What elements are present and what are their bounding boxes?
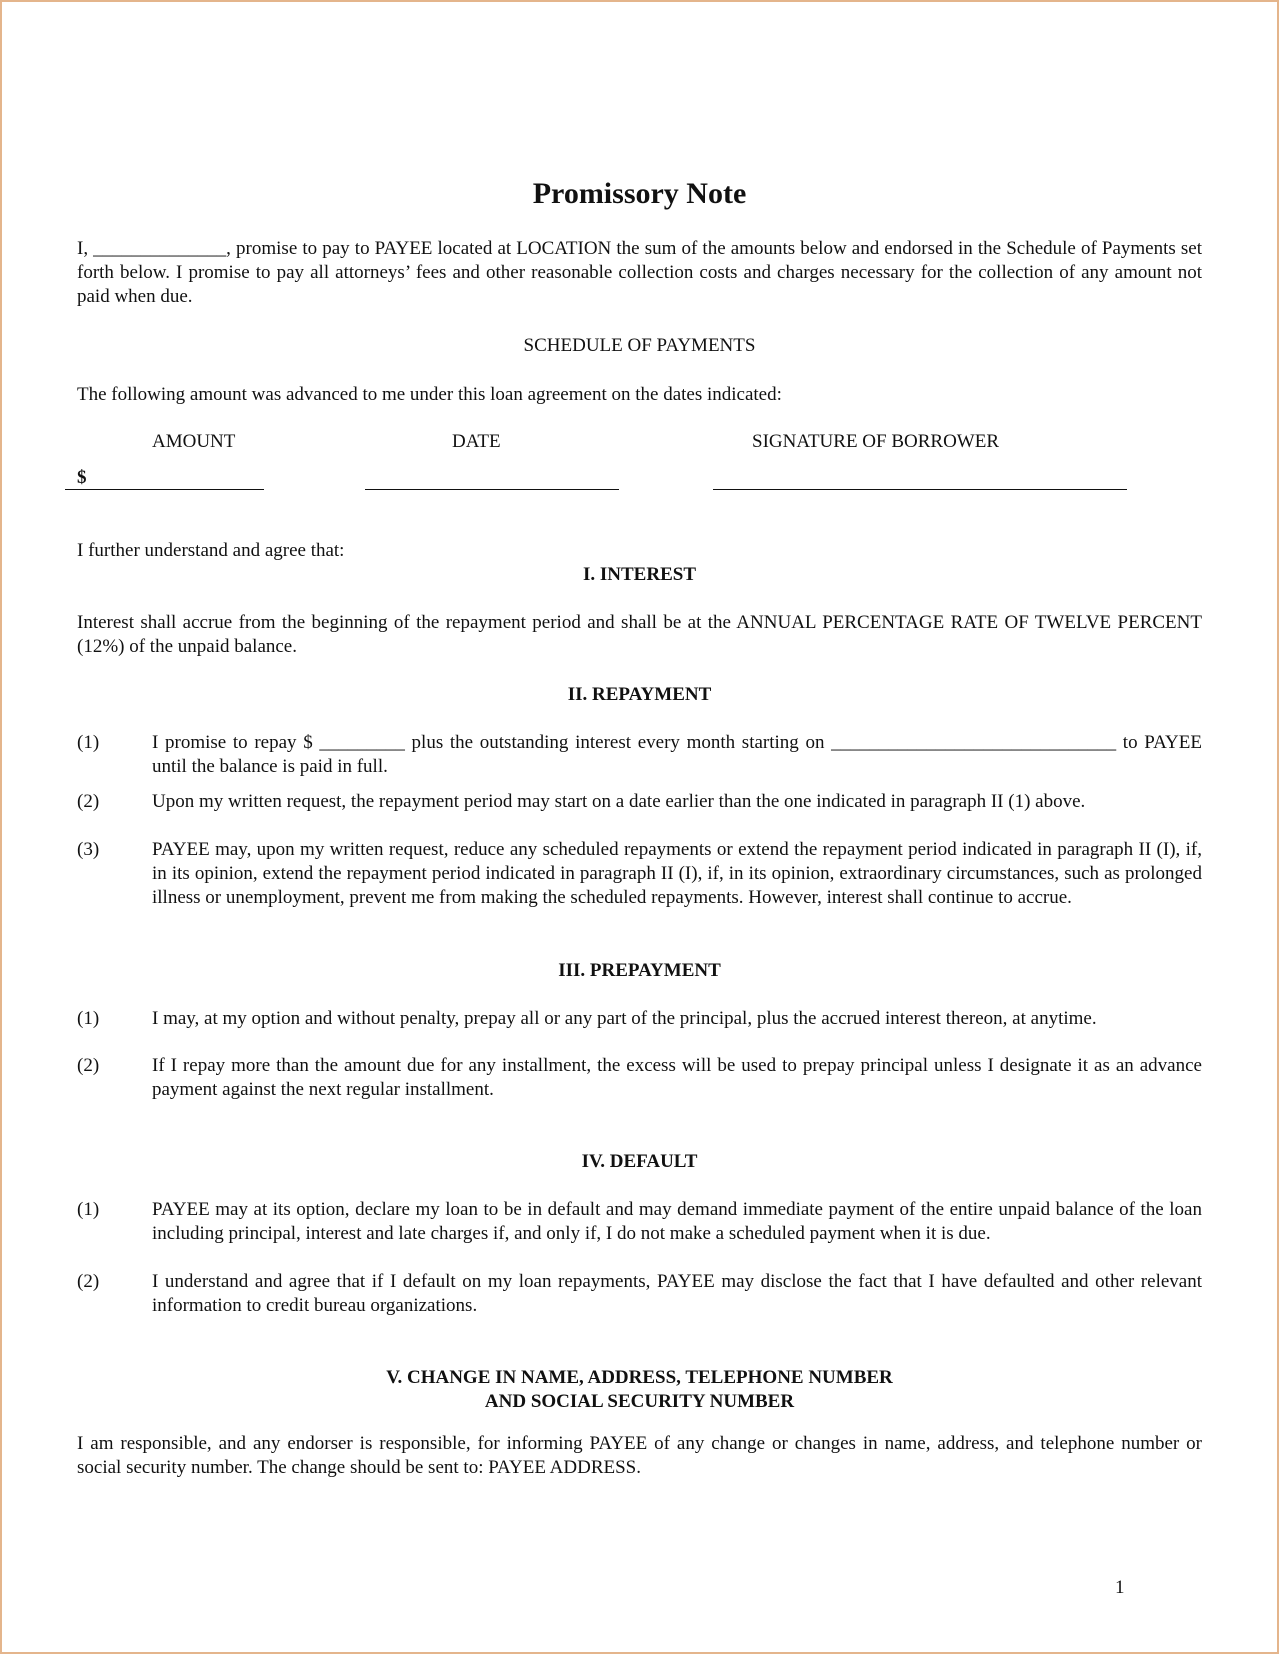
default-heading: IV. DEFAULT xyxy=(581,1151,698,1172)
repayment-item-2-number: (2) xyxy=(77,791,100,812)
interest-text: Interest shall accrue from the beginning of the repayment period and shall be at the ANNUAL PERCENTAGE RATE OF TWELVE PERCENT (12%) of the unpaid balance. xyxy=(77,612,1202,657)
date-line xyxy=(365,489,619,490)
page-number: 1 xyxy=(1115,1577,1125,1598)
repayment-heading: II. REPAYMENT xyxy=(567,684,712,705)
change-heading-line-1: V. CHANGE IN NAME, ADDRESS, TELEPHONE NUMBER xyxy=(386,1367,893,1388)
prepayment-item-2-number: (2) xyxy=(77,1055,100,1076)
repayment-item-1-text: I promise to repay $ _________ plus the outstanding interest every month starting on ______________________________ to PAYEE until the balance is paid in full. xyxy=(152,732,1202,777)
change-heading-line-2: AND SOCIAL SECURITY NUMBER xyxy=(484,1391,795,1412)
prepayment-item-2-text: If I repay more than the amount due for any installment, the excess will be used to prepay principal unless I designate it as an advance payment against the next regular installment. xyxy=(152,1055,1202,1100)
default-item-2-text: I understand and agree that if I default on my loan repayments, PAYEE may disclose the fact that I have defaulted and other relevant information to credit bureau organizations. xyxy=(152,1271,1202,1316)
signature-column-label: SIGNATURE OF BORROWER xyxy=(752,431,1000,452)
intro-paragraph: I, ______________, promise to pay to PAYEE located at LOCATION the sum of the amounts below and endorsed in the Schedule of Payments set forth below. I promise to pay all attorneys’ fees and other reasonable collection costs and charges necessary for the collection of any amount not paid when due. xyxy=(77,238,1202,307)
prepayment-item-1-text: I may, at my option and without penalty, prepay all or any part of the principal, plus the accrued interest thereon, at anytime. xyxy=(152,1008,1097,1029)
default-item-2-number: (2) xyxy=(77,1271,100,1292)
schedule-heading: SCHEDULE OF PAYMENTS xyxy=(523,335,756,356)
schedule-intro: The following amount was advanced to me under this loan agreement on the dates indicated: xyxy=(77,384,782,405)
default-item-1-text: PAYEE may at its option, declare my loan to be in default and may demand immediate payment of the entire unpaid balance of the loan including principal, interest and late charges if, and only if, I do not make a scheduled payment when it is due. xyxy=(152,1199,1202,1244)
repayment-item-3-number: (3) xyxy=(77,839,100,860)
repayment-item-1-number: (1) xyxy=(77,732,100,753)
interest-heading: I. INTEREST xyxy=(583,564,696,585)
document-title: Promissory Note xyxy=(532,177,747,210)
amount-line xyxy=(65,489,264,490)
date-column-label: DATE xyxy=(452,431,501,452)
repayment-item-3-text: PAYEE may, upon my written request, reduce any scheduled repayments or extend the repayment period indicated in paragraph II (I), if, in its opinion, extend the repayment period indicated in paragraph II (I), if, in its opinion, extraordinary circumstances, such as prolonged illness or unemployment, prevent me from making the scheduled repayments. However, interest shall continue to accrue. xyxy=(152,839,1202,908)
prepayment-item-1-number: (1) xyxy=(77,1008,100,1029)
dollar-sign: $ xyxy=(77,467,87,488)
prepayment-heading: III. PREPAYMENT xyxy=(558,960,721,981)
default-item-1-number: (1) xyxy=(77,1199,100,1220)
signature-line xyxy=(713,489,1127,490)
amount-column-label: AMOUNT xyxy=(152,431,236,452)
repayment-item-2-text: Upon my written request, the repayment period may start on a date earlier than the one indicated in paragraph II (1) above. xyxy=(152,791,1086,812)
change-text: I am responsible, and any endorser is responsible, for informing PAYEE of any change or changes in name, address, and telephone number or social security number. The change should be sent to: PAYEE ADDRESS. xyxy=(77,1433,1202,1478)
further-text: I further understand and agree that: xyxy=(77,540,345,561)
